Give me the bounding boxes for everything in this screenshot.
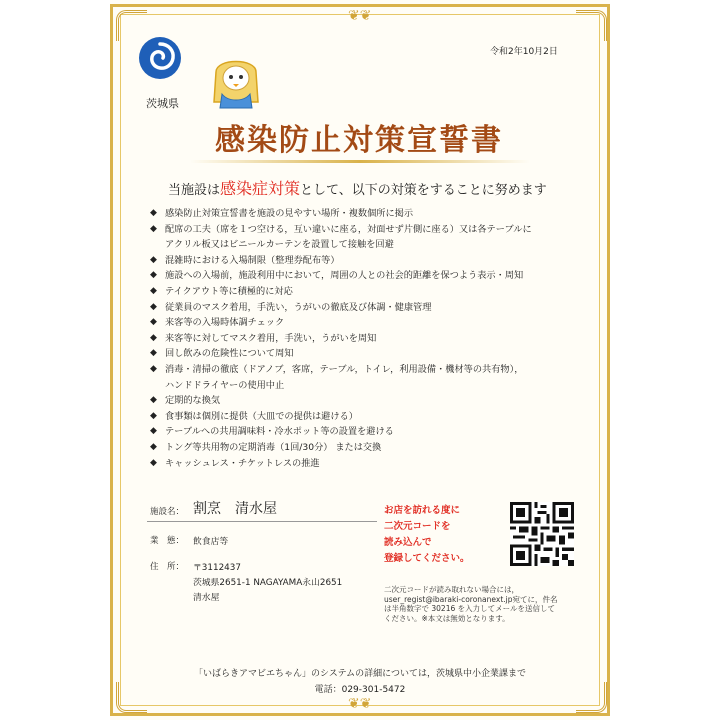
business-type-label: 業 態： (150, 536, 185, 546)
list-item: ◆ 定期的な換気 (150, 393, 590, 409)
diamond-bullet-icon: ◆ (150, 317, 157, 328)
diamond-bullet-icon: ◆ (150, 426, 157, 437)
diamond-bullet-icon: ◆ (150, 270, 157, 281)
lead-part1: 当施設は (168, 183, 221, 198)
diamond-bullet-icon: ◆ (150, 395, 157, 406)
qr-fallback-note: 二次元コードが読み取れない場合には， user_regist@ibaraki-coronanext.jp宛てに，件名 は半角数字で 30216 を入力してメールを送信して ください。※本文は無効となります。 (384, 585, 558, 623)
list-item: ◆ 来客等に対してマスク着用，手洗い，うがいを周知 (150, 331, 590, 347)
diamond-bullet-icon: ◆ (150, 254, 157, 265)
postal-code: 〒3112437 (193, 563, 241, 573)
crown-ornament-icon: ❦❦ (348, 696, 372, 712)
list-item: ◆ テーブルへの共用調味料・冷水ポット等の設置を避ける (150, 424, 590, 440)
diamond-bullet-icon: ◆ (150, 410, 157, 421)
lead-emphasis: 感染症対策 (220, 179, 301, 198)
prefecture-logo-icon (138, 36, 182, 80)
address-line1: 茨城県2651-1 NAGAYAMA永山2651 (193, 578, 343, 588)
business-type: 飲食店等 (193, 537, 229, 547)
address-line2: 清水屋 (193, 593, 220, 603)
crown-ornament-icon: ❦❦ (348, 8, 372, 24)
address-label: 住 所： (150, 562, 185, 572)
registration-notice: お店を訪れる度に 二次元コードを 読み込んで 登録してください。 (384, 505, 470, 564)
list-item: ◆ 配席の工夫（席を１つ空ける，互い違いに座る，対面せず片側に座る）又は各テーブルに アクリル板又はビニールカーテンを設置して接触を回避 (150, 223, 532, 251)
list-item: ◆ 施設への入場前，施設利用中において，周囲の人との社会的距離を保つよう表示・周知 (150, 268, 590, 284)
corner-ornament (576, 10, 607, 41)
diamond-bullet-icon: ◆ (150, 332, 157, 343)
diamond-bullet-icon: ◆ (150, 348, 157, 359)
list-item: ◆ トング等共用物の定期消毒（1回/30分） または交換 (150, 440, 590, 456)
list-item: ◆ キャッシュレス・チケットレスの推進 (150, 456, 590, 472)
facility-name: 割烹 清水屋 (193, 501, 277, 517)
list-item: ◆ 従業員のマスク着用，手洗い，うがいの徹底及び体調・健康管理 (150, 300, 590, 316)
list-item: ◆ 感染防止対策宣誓書を施設の見やすい場所・複数個所に掲示 (150, 206, 590, 222)
list-item: ◆ 混雑時における入場制限（整理券配布等） (150, 253, 590, 269)
lead-part2: として、以下の対策をすることに努めます (300, 183, 547, 198)
document-date: 令和2年10月2日 (490, 47, 558, 57)
list-item: ◆ 食事類は個別に提供（大皿での提供は避ける） (150, 409, 590, 425)
lead-sentence (168, 176, 547, 199)
footer-info: 「いばらきアマビエちゃん」のシステムの詳細については，茨城県中小企業課まで (194, 669, 526, 679)
diamond-bullet-icon: ◆ (150, 363, 157, 374)
list-item: ◆ 回し飲みの危険性について周知 (150, 346, 590, 362)
qr-code-icon[interactable] (510, 502, 574, 566)
document-title: 感染防止対策宣誓書 (215, 123, 503, 158)
amabie-mascot-icon (210, 50, 262, 110)
diamond-bullet-icon: ◆ (150, 457, 157, 468)
diamond-bullet-icon: ◆ (150, 223, 157, 234)
title-underline (190, 160, 530, 163)
measures-list (150, 206, 590, 471)
diamond-bullet-icon: ◆ (150, 301, 157, 312)
facility-name-label: 施設名： (150, 507, 185, 517)
prefecture-name: 茨城県 (146, 97, 179, 110)
list-item: ◆ テイクアウト等に積極的に対応 (150, 284, 590, 300)
diamond-bullet-icon: ◆ (150, 285, 157, 296)
list-item: ◆ 消毒・清掃の徹底（ドアノブ，客席，テーブル，トイレ，利用設備・機材等の共有物）， ハンドドライヤーの使用中止 (150, 363, 524, 391)
list-item: ◆ 来客等の入場時体調チェック (150, 315, 590, 331)
diamond-bullet-icon: ◆ (150, 441, 157, 452)
diamond-bullet-icon: ◆ (150, 208, 157, 218)
footer-phone: 電話：029-301-5472 (314, 685, 406, 695)
